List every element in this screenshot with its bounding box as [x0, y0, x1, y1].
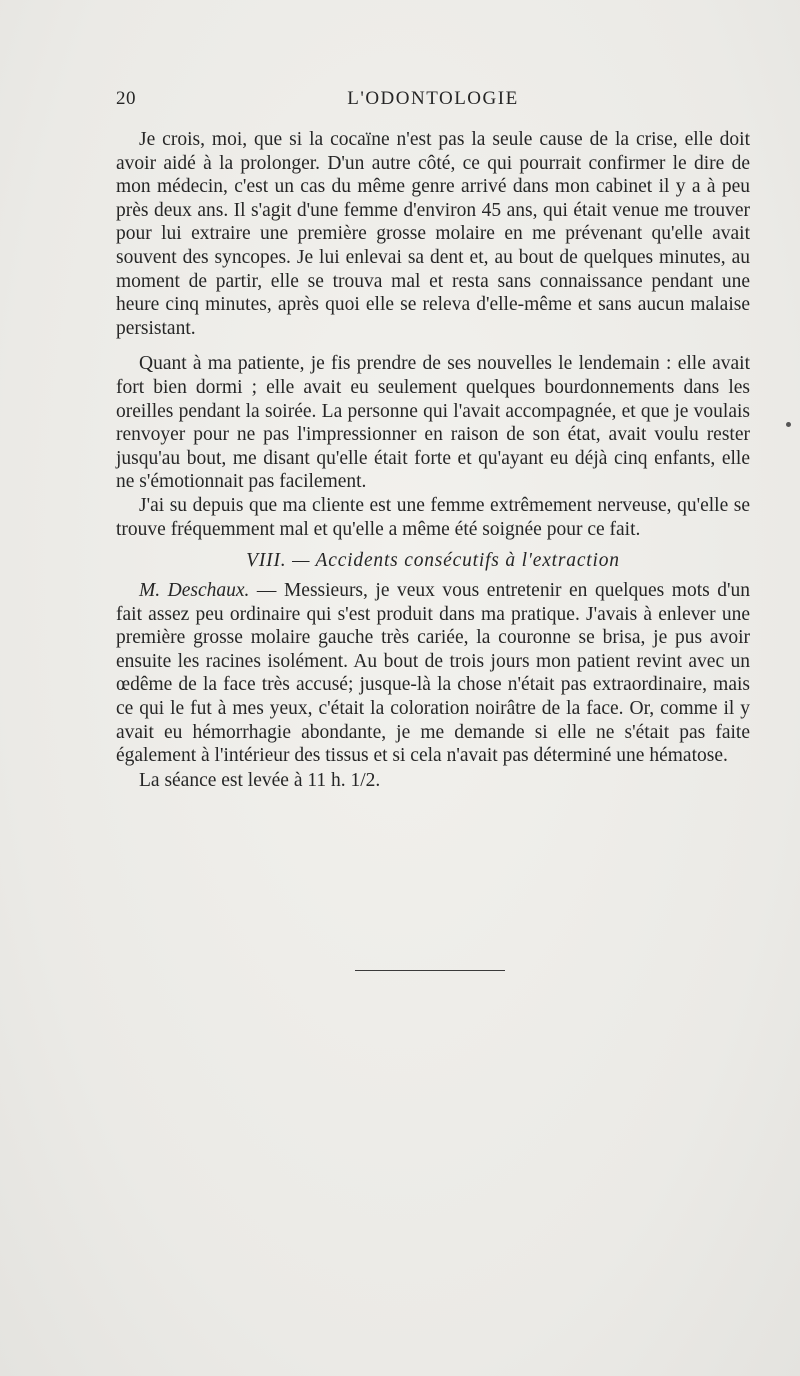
paragraph-1: Je crois, moi, que si la cocaïne n'est pas la seule cause de la crise, elle doit avoir aidé à la prolonger. D'un autre côté, ce qui pourrait confirmer le dire de mon médecin, c'est un cas du même genre arrivé dans mon cabinet il y a à peu près deux ans. Il s'agit d'une femme d'environ 45 ans, qui était venue me trouver pour lui extraire une première grosse molaire en me prévenant qu'elle avait souvent des syncopes. Je lui enlevai sa dent et, au bout de quelques minutes, au moment de partir, elle se trouva mal et resta sans connaissance pendant une heure cinq minutes, après quoi elle se releva d'elle-même et sans aucun malaise persistant.: [116, 129, 750, 339]
margin-dot: [786, 422, 791, 427]
body-text: [116, 128, 750, 792]
closing-line: La séance est levée à 11 h. 1/2.: [139, 769, 381, 791]
section-text: — Messieurs, je veux vous entretenir en quelques mots d'un fait assez peu ordinaire qui s'est produit dans ma pratique. J'avais à enlever une première grosse molaire gauche très cariée, la couronne se brisa, je pus avoir ensuite les racines isolément. Au bout de trois jours mon patient revint avec un œdême de la face très accusé; jusque-là la chose n'était pas extraordinaire, mais ce qui le fut à mes yeux, c'était la coloration noirâtre de la face. Or, comme il y avait eu hémorrhagie abondante, je me demande si elle ne s'était pas faite également à l'intérieur des tissus et si cela n'avait pas déterminé une hématose.: [116, 580, 750, 767]
speaker-name: M. Deschaux.: [139, 580, 250, 602]
page-header: [116, 88, 750, 112]
paragraph-2: Quant à ma patiente, je fis prendre de ses nouvelles le lendemain : elle avait fort bien dormi ; elle avait eu seulement quelques bourdonnements dans les oreilles pendant la soirée. La personne qui l'avait accompagnée, et que je voulais renvoyer pour ne pas l'impressionner en raison de son état, avait voulu rester jusqu'au bout, me disant qu'elle était forte et qu'ayant eu déjà cinq enfants, elle ne s'émotionnait pas facilement.: [116, 353, 750, 493]
section-heading: VIII. — Accidents consécutifs à l'extraction: [246, 550, 620, 572]
paragraph-3: J'ai su depuis que ma cliente est une femme extrêmement nerveuse, qu'elle se trouve fréquemment mal et qu'elle a même été soignée pour ce fait.: [116, 494, 750, 540]
page-number: 20: [116, 88, 136, 109]
closing-rule: [355, 970, 505, 971]
section-paragraph: [116, 579, 750, 768]
running-title: L'ODONTOLOGIE: [347, 88, 519, 109]
